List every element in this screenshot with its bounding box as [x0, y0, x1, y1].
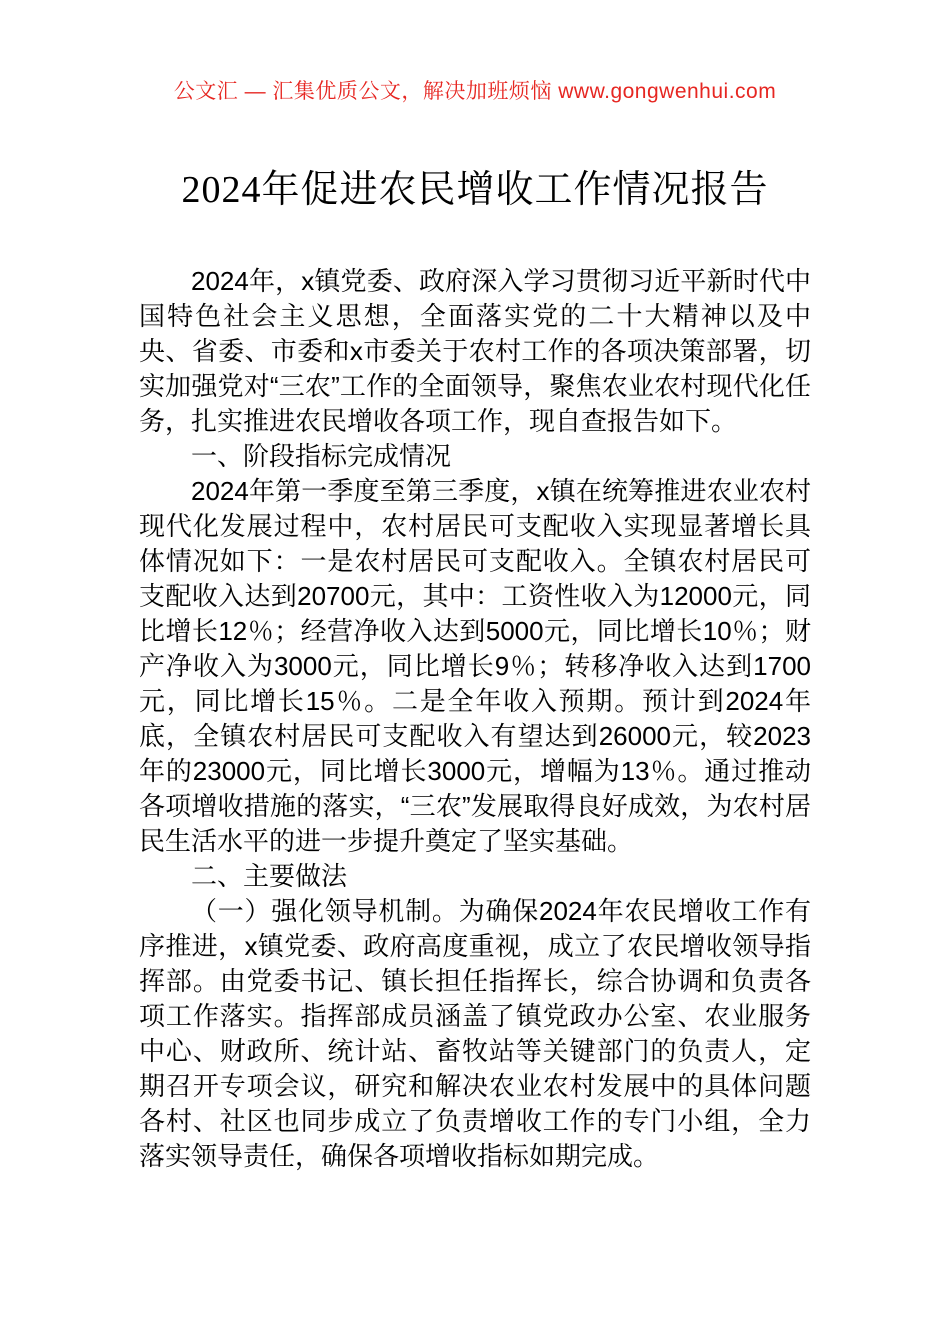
paragraph-section-2: （一）强化领导机制。为确保2024年农民增收工作有序推进，x镇党委、政府高度重视，成立了农民增收领导指挥部。由党委书记、镇长担任指挥长，综合协调和负责各项工作落实。指挥部成员涵盖了镇党政办公室、农业服务中心、财政所、统计站、畜牧站等关键部门的负责人，定期召开专项会议，研究和解决农业农村发展中的具体问题各村、社区也同步成立了负责增收工作的专门小组，全力落实领导责任，确保各项增收指标如期完成。	[139, 896, 811, 1171]
section-heading-1: 一、阶段指标完成情况	[191, 441, 452, 471]
watermark-banner: 公文汇 — 汇集优质公文，解决加班烦恼 www.gongwenhui.com	[173, 80, 777, 103]
paragraph-intro: 2024年，x镇党委、政府深入学习贯彻习近平新时代中国特色社会主义思想，全面落实党的二十大精神以及中央、省委、市委和x市委关于农村工作的各项决策部署，切实加强党对“三农”工作的全面领导，聚焦农业农村现代化任务，扎实推进农民增收各项工作，现自查报告如下。	[139, 266, 811, 436]
document-title: 2024年促进农民增收工作情况报告	[181, 169, 769, 211]
section-heading-2: 二、主要做法	[191, 861, 348, 891]
document-body	[139, 264, 811, 1174]
paragraph-section-1: 2024年第一季度至第三季度，x镇在统筹推进农业农村现代化发展过程中，农村居民可支配收入实现显著增长具体情况如下：一是农村居民可支配收入。全镇农村居民可支配收入达到20700元，其中：工资性收入为12000元，同比增长12％；经营净收入达到5000元，同比增长10％；财产净收入为3000元，同比增长9％；转移净收入达到1700元，同比增长15％。二是全年收入预期。预计到2024年底，全镇农村居民可支配收入有望达到26000元，较2023年的23000元，同比增长3000元，增幅为13％。通过推动各项增收措施的落实，“三农”发展取得良好成效，为农村居民生活水平的进一步提升奠定了坚实基础。	[139, 476, 811, 856]
